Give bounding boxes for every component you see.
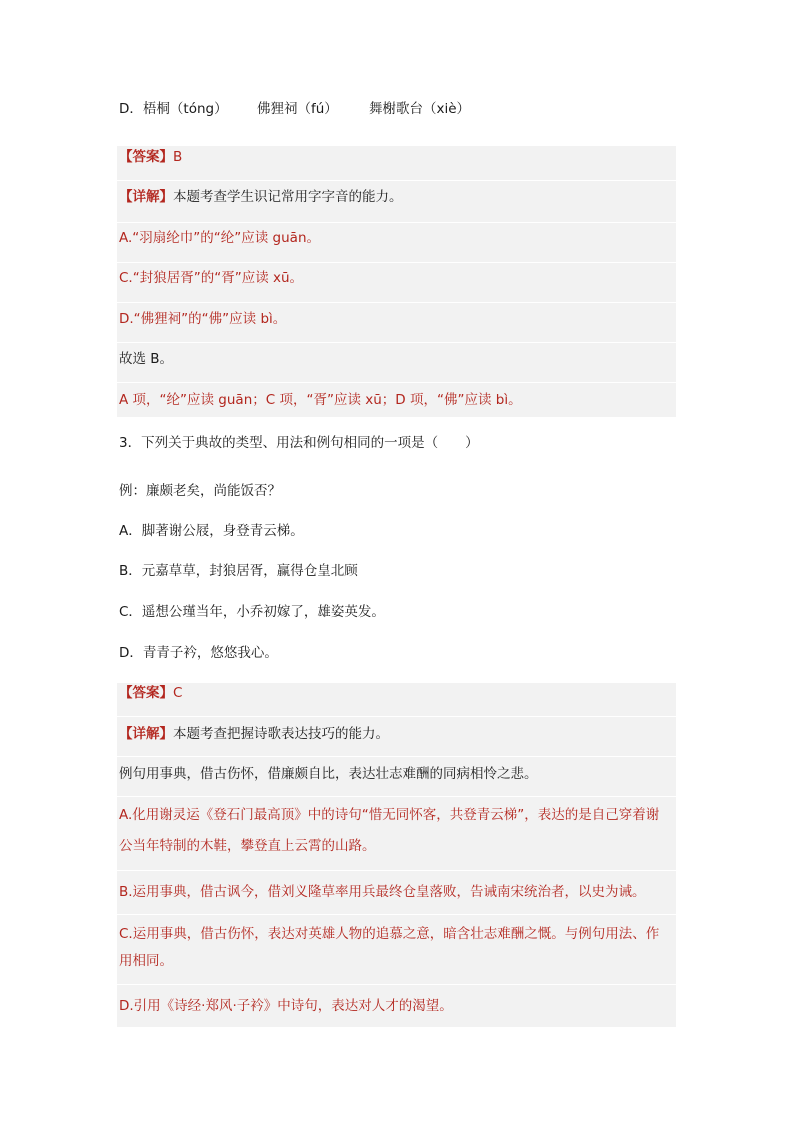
answer-value: B (173, 149, 183, 165)
q2-panel-divider (117, 180, 676, 181)
q3-item-a-line1: A.化用谢灵运《登石门最高顶》中的诗句“惜无同怀客，共登青云梯”，表达的是自己穿着谢 (119, 807, 660, 823)
q2-option-d-part3: 舞榭歌台（xiè） (369, 101, 471, 117)
q3-option-d: D．青青子衿，悠悠我心。 (119, 645, 278, 661)
detail-text: 本题考查学生识记常用字字音的能力。 (173, 189, 403, 205)
q2-detail (119, 188, 403, 206)
q3-example: 例：廉颇老矣，尚能饭否？ (119, 483, 281, 499)
q2-panel-divider (117, 262, 676, 263)
q3-item-d: D.引用《诗经·郑风·子衿》中诗句，表达对人才的渴望。 (119, 998, 453, 1014)
q2-panel-divider (117, 342, 676, 343)
q3-analysis: 例句用事典，借古伤怀，借廉颇自比，表达壮志难酬的同病相怜之悲。 (119, 766, 538, 782)
q3-option-a: A．脚著谢公屐，身登青云梯。 (119, 523, 304, 539)
q2-panel-divider (117, 382, 676, 383)
q3-item-c-line1: C.运用事典，借古伤怀，表达对英雄人物的追慕之意，暗含壮志难酬之慨。与例句用法、作 (119, 926, 660, 942)
answer-tag: 【答案】 (119, 685, 173, 701)
q2-panel-divider (117, 302, 676, 303)
q3-option-b: B．元嘉草草，封狼居胥，赢得仓皇北顾 (119, 563, 358, 579)
q3-panel-divider (117, 756, 676, 757)
q3-option-c: C．遥想公瑾当年，小乔初嫁了，雄姿英发。 (119, 604, 385, 620)
q2-answer (119, 148, 182, 166)
q2-panel-divider (117, 222, 676, 223)
q3-panel-divider (117, 984, 676, 985)
q3-item-a-line2: 公当年特制的木鞋，攀登直上云霄的山路。 (119, 838, 376, 854)
answer-tag: 【答案】 (119, 149, 173, 165)
q3-panel-divider (117, 796, 676, 797)
q3-detail (119, 725, 389, 743)
detail-tag: 【详解】 (119, 189, 173, 205)
q3-panel-divider (117, 716, 676, 717)
q2-option-d (119, 100, 470, 118)
q3-item-c-line2: 用相同。 (119, 953, 173, 969)
q3-answer (119, 684, 182, 702)
answer-value: C (173, 685, 183, 701)
q3-panel-divider (117, 870, 676, 871)
q2-option-d-part2: 佛狸祠（fú） (257, 101, 338, 117)
q2-item-a: A.“羽扇纶巾”的“纶”应读 guān。 (119, 230, 321, 246)
q2-summary: A 项，“纶”应读 guān；C 项，“胥”应读 xū；D 项，“佛”应读 bì。 (119, 392, 522, 408)
detail-text: 本题考查把握诗歌表达技巧的能力。 (173, 726, 389, 742)
q2-option-d-part1: D．梧桐（tóng） (119, 101, 228, 117)
q2-conclusion: 故选 B。 (119, 351, 174, 367)
detail-tag: 【详解】 (119, 726, 173, 742)
q3-panel-divider (117, 914, 676, 915)
q3-item-b: B.运用事典，借古讽今，借刘义隆草率用兵最终仓皇落败，告诫南宋统治者，以史为诫。 (119, 884, 646, 900)
q2-item-d: D.“佛狸祠”的“佛”应读 bì。 (119, 311, 287, 327)
q2-item-c: C.“封狼居胥”的“胥”应读 xū。 (119, 270, 304, 286)
q3-stem: 3．下列关于典故的类型、用法和例句相同的一项是（ ） (119, 435, 479, 451)
